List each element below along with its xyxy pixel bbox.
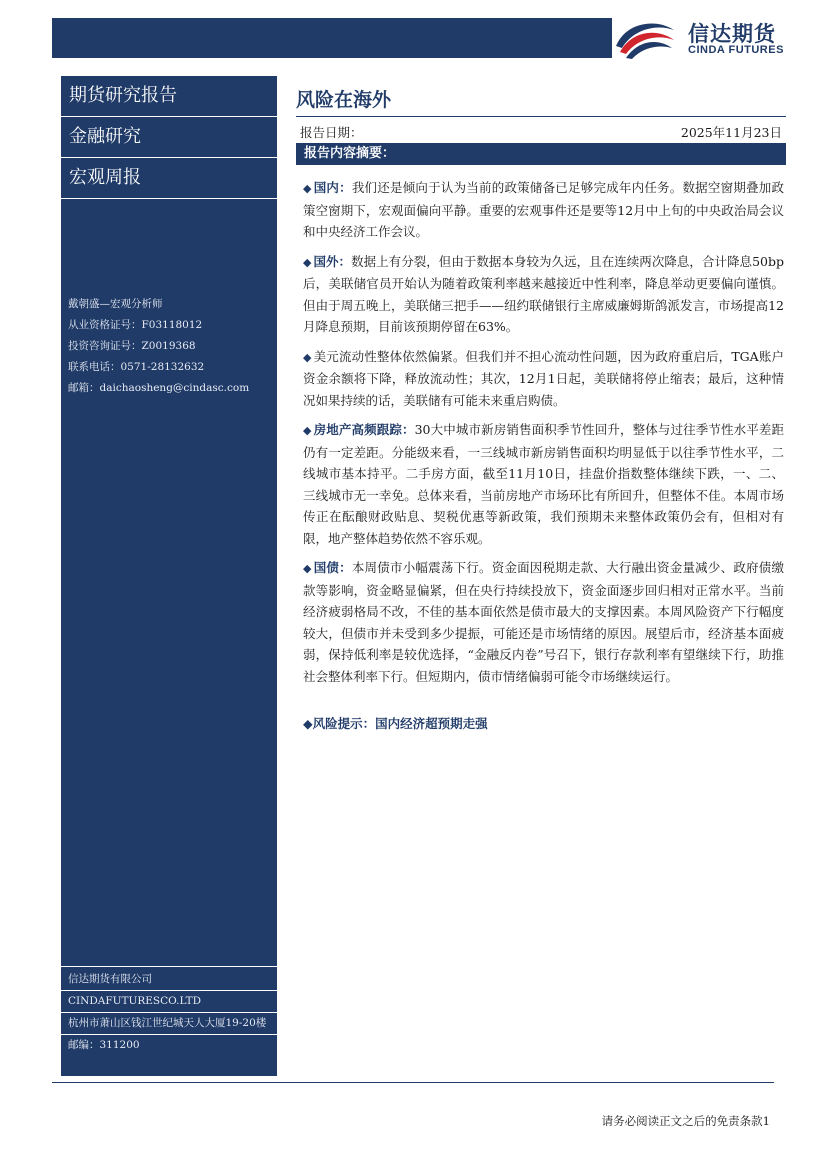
company-address: 杭州市萧山区钱江世纪城天人大厦19-20楼 xyxy=(61,1013,277,1035)
analyst-consulting-number: 投资咨询证号：Z0019368 xyxy=(68,340,196,352)
paragraph-text: 我们还是倾向于认为当前的政策储备已足够完成年内任务。数据空窗期叠加政策空窗期下，宏观面偏向平静。重要的宏观事件还是要等12月中上旬的中央政治局会议和中央经济工作会议。 xyxy=(303,180,784,239)
report-title: 风险在海外 xyxy=(296,89,392,111)
summary-paragraph-overseas xyxy=(303,251,784,338)
diamond-bullet-icon: ◆ xyxy=(303,562,312,575)
header-bar xyxy=(52,18,612,58)
analyst-email[interactable]: 邮箱：daichaosheng@cindasc.com xyxy=(68,382,250,394)
sidebar xyxy=(61,76,277,1076)
paragraph-text: 数据上有分裂，但由于数据本身较为久远，且在连续两次降息，合计降息50bp后，美联储官员开始认为随着政策利率越来越接近中性利率，降息举动更要偏向谨慎。但由于周五晚上，美联储三把手——纽约联储银行主席威廉姆斯鸽派发言，市场提高12月降息预期，目前该预期停留在63%。 xyxy=(303,253,784,334)
footer xyxy=(602,1113,770,1129)
summary-paragraph-domestic xyxy=(303,177,784,243)
analyst-qualification: 从业资格证号：F03118012 xyxy=(68,319,203,331)
company-site: CINDAFUTURESCO.LTD xyxy=(61,991,277,1013)
sidebar-title-financial-research: 金融研究 xyxy=(61,117,277,158)
diamond-bullet-icon: ◆ xyxy=(303,255,312,269)
diamond-bullet-icon: ◆ xyxy=(303,716,313,731)
brand-logo xyxy=(612,14,802,60)
paragraph-text: 本周债市小幅震荡下行。资金面因税期走款、大行融出资金量减少、政府债缴款等影响，资金略显偏紧，但在央行持续投放下，资金面逐步回归相对正常水平。当前经济疲弱格局不改，不佳的基本面依然是债市最大的支撑因素。本周风险资产下行幅度较大，但债市并未受到多少提振，可能还是市场情绪的原因。展望后市，经济基本面疲弱，保持低利率是较优选择，“金融反内卷”号召下，银行存款利率有望继续下行，助推社会整体利率下行。但短期内，债市情绪偏弱可能令市场继续运行。 xyxy=(303,560,784,684)
brand-name-cn: 信达期货 xyxy=(688,22,776,46)
risk-warning xyxy=(303,714,488,732)
analyst-name: 戴朝盛—宏观分析师 xyxy=(68,298,163,310)
summary-content xyxy=(303,177,784,695)
company-info xyxy=(61,966,277,1056)
paragraph-lead: 房地产高频跟踪： xyxy=(313,422,415,437)
analyst-phone: 联系电话：0571-28132632 xyxy=(68,361,205,373)
paragraph-text: 美元流动性整体依然偏紧。但我们并不担心流动性问题，因为政府重启后，TGA账户资金余额将下降，释放流动性；其次，12月1日起，美联储将停止缩表；最后，这种情况如果持续的话，美联储有可能未来重启购债。 xyxy=(303,348,784,408)
company-name: 信达期货有限公司 xyxy=(61,969,277,991)
disclaimer-notice: 请务必阅读正文之后的免责条款 xyxy=(601,1114,763,1128)
paragraph-text: 30大中城市新房销售面积季节性回升，整体与过往季节性水平差距仍有一定差距。分能级来看，一三线城市新房销售面积均明显低于以往季节性水平，二线城市基本持平。二手房方面，截至11月10日，挂盘价指数整体继续下跌，一、二、三线城市无一幸免。总体来看，当前房地产市场环比有所回升，但整体不佳。本周市场传正在酝酿财政贴息、契税优惠等新政策，我们预期未来整体政策仍会有，但相对有限，地产整体趋势依然不容乐观。 xyxy=(303,422,784,546)
summary-paragraph-bonds xyxy=(303,557,784,687)
paragraph-lead: 国债： xyxy=(313,560,352,575)
company-postcode: 邮编：311200 xyxy=(68,1039,140,1051)
analyst-info xyxy=(68,294,249,399)
diamond-bullet-icon: ◆ xyxy=(303,350,312,364)
sidebar-title-research-report: 期货研究报告 xyxy=(61,76,277,117)
paragraph-lead: 国外： xyxy=(313,253,352,269)
footer-divider xyxy=(52,1082,774,1083)
risk-label: 风险提示： xyxy=(312,716,376,731)
page-number: 1 xyxy=(762,1114,770,1128)
report-date-value: 2025年11月23日 xyxy=(680,125,782,140)
cinda-logo-icon xyxy=(612,16,682,60)
diamond-bullet-icon: ◆ xyxy=(303,424,312,437)
paragraph-lead: 国内： xyxy=(313,180,352,195)
report-date-row xyxy=(296,116,786,145)
summary-heading: 报告内容摘要： xyxy=(296,143,786,165)
summary-paragraph-liquidity xyxy=(303,346,784,412)
sidebar-title-macro-weekly: 宏观周报 xyxy=(61,158,277,199)
summary-paragraph-real-estate xyxy=(303,419,784,549)
report-date-label: 报告日期： xyxy=(300,125,363,140)
brand-name-en: CINDA FUTURES xyxy=(688,44,784,56)
diamond-bullet-icon: ◆ xyxy=(303,182,312,195)
risk-text: 国内经济超预期走强 xyxy=(375,716,488,731)
